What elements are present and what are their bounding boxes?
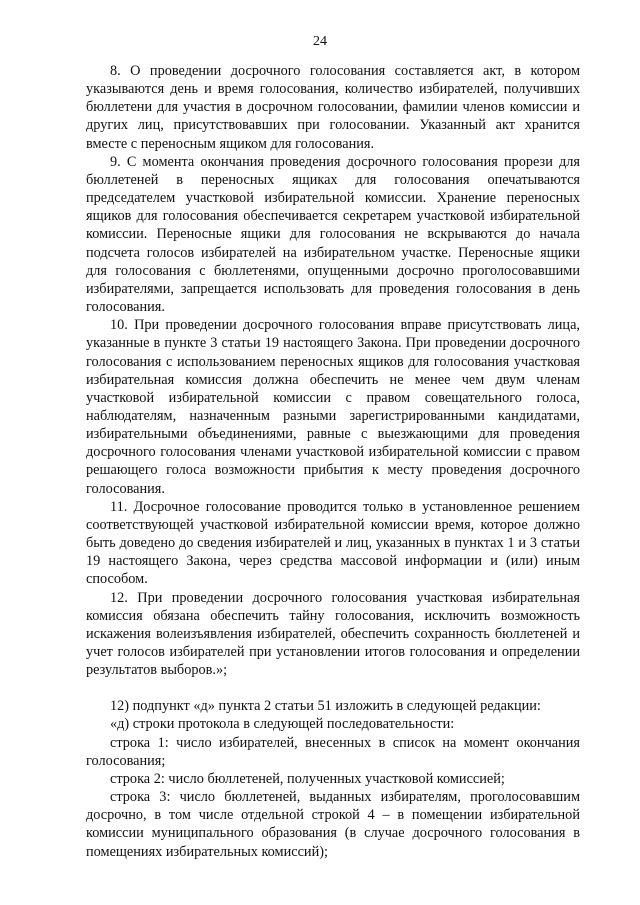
protocol-line-3: строка 3: число бюллетеней, выданных избирателям, проголосовавшим досрочно, в том числе отдельной строкой 4 – в помещении избирательной комиссии муниципального образования (в случае досрочного голосования в помещениях избирательных комиссий);: [86, 789, 580, 860]
protocol-line-2: строка 2: число бюллетеней, полученных участковой комиссией;: [110, 770, 505, 787]
subitem-d-heading: «д) строки протокола в следующей последовательности:: [110, 716, 455, 733]
protocol-line-1: строка 1: число избирателей, внесенных в список на момент окончания голосования;: [86, 734, 580, 769]
paragraph-8: 8. О проведении досрочного голосования составляется акт, в котором указываются день и время голосования, количество избирателей, получивших бюллетени для участия в досрочном голосовании, фамилии членов комиссии и других лиц, присутствовавших при голосовании. Указанный акт хранится вместе с переносным ящиком для голосования.: [86, 63, 580, 152]
page-number: 24: [313, 34, 327, 49]
amendment-12-intro: 12) подпункт «д» пункта 2 статьи 51 изложить в следующей редакции:: [110, 698, 541, 715]
paragraph-11: 11. Досрочное голосование проводится только в установленное решением соответствующей участковой избирательной комиссии время, которое должно быть доведено до сведения избирателей и лиц, указанных в пунктах 1 и 3 статьи 19 настоящего Закона, через средства массовой информации и (или) иным способом.: [86, 498, 580, 588]
document-body: [86, 62, 580, 861]
section-gap: [86, 679, 580, 697]
paragraph-12: 12. При проведении досрочного голосования участковая избирательная комиссия обязана обеспечить тайну голосования, исключить возможность искажения волеизъявления избирателей, обеспечить сохранность бюллетеней и учет голосов избирателей при установлении итогов голосования и определении результатов выборов.»;: [86, 589, 580, 679]
paragraph-10: 10. При проведении досрочного голосования вправе присутствовать лица, указанные в пункте 3 статьи 19 настоящего Закона. При проведении досрочного голосования с использованием переносных ящиков для голосования участковая избирательная комиссия должна обеспечить не менее чем двум членам участковой избирательной комиссии с правом совещательного голоса, наблюдателям, назначенным разными зарегистрированными кандидатами, избирательными объединениями, равные с выезжающими для проведения досрочного голосования членами участковой избирательной комиссии с правом решающего голоса возможности прибытия к месту проведения досрочного голосования.: [86, 317, 580, 497]
paragraph-9: 9. С момента окончания проведения досрочного голосования прорези для бюллетеней в переносных ящиках для голосования опечатываются председателем участковой избирательной комиссии. Хранение переносных ящиков для голосования обеспечивается секретарем участковой избирательной комиссии. Переносные ящики для голосования не вскрываются до начала подсчета голосов избирателей на избирательном участке. Переносные ящики для голосования с бюллетенями, опущенными досрочно проголосовавшими избирателями, запрещается использовать для проведения голосования в день голосования.: [86, 153, 580, 316]
